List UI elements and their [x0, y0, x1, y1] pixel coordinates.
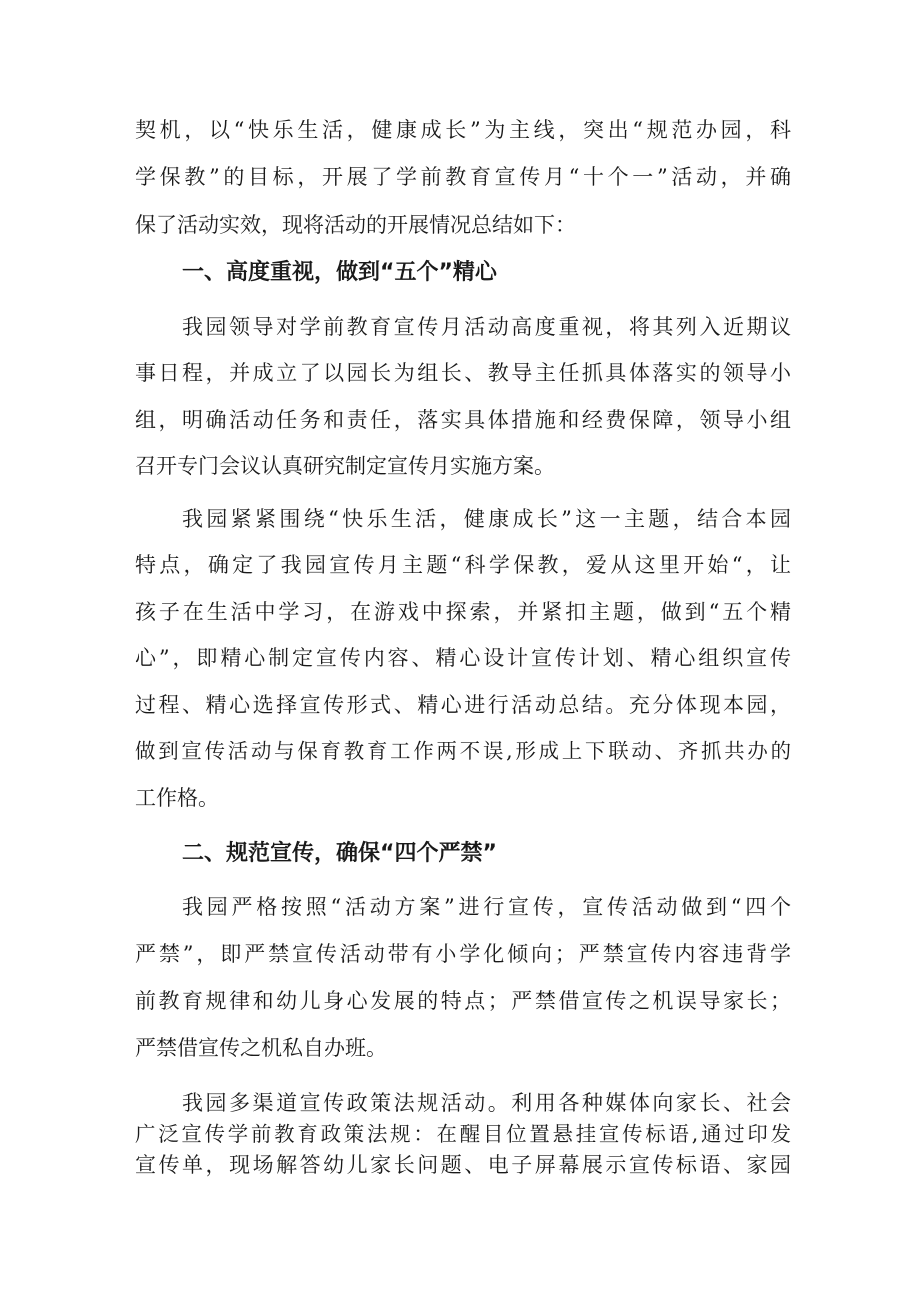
s1-p1-line-1: 我园领导对学前教育宣传月活动高度重视，将其列入近期议: [182, 315, 791, 339]
s1-p2-line-4: 心”，即精心制定宣传内容、精心设计宣传计划、精心组织宣传: [135, 646, 791, 670]
intro-line-1: 契机，以“快乐生活，健康成长”为主线，突出“规范办园，科: [135, 118, 791, 142]
s1-p2-line-7: 工作格。: [135, 786, 219, 810]
s2-p1-line-1: 我园严格按照“活动方案”进行宣传，宣传活动做到“四个: [182, 895, 791, 919]
s2-p2-line-2: 广泛宣传学前教育政策法规：在醒目位置悬挂宣传标语,通过印发: [135, 1122, 791, 1146]
s2-p1-line-4: 严禁借宣传之机私自办班。: [135, 1036, 387, 1060]
intro-line-3: 保了活动实效，现将活动的开展情况总结如下：: [135, 213, 576, 237]
s1-p2-line-3: 孩子在生活中学习，在游戏中探索，并紧扣主题，做到“五个精: [135, 600, 791, 624]
s1-p2-line-5: 过程、精心选择宣传形式、精心进行活动总结。充分体现本园，: [135, 693, 791, 717]
s1-p1-line-3: 组，明确活动任务和责任，落实具体措施和经费保障，领导小组: [135, 408, 791, 432]
section-1-heading: 一、高度重视，做到“五个”精心: [182, 260, 497, 285]
intro-line-2: 学保教”的目标，开展了学前教育宣传月“十个一”活动，并确: [135, 165, 791, 189]
s2-p1-line-3: 前教育规律和幼儿身心发展的特点；严禁借宣传之机误导家长；: [135, 989, 791, 1013]
s2-p1-line-2: 严禁”，即严禁宣传活动带有小学化倾向；严禁宣传内容违背学: [135, 942, 791, 966]
s1-p1-line-2: 事日程，并成立了以园长为组长、教导主任抓具体落实的领导小: [135, 361, 791, 385]
s2-p2-line-3: 宣传单，现场解答幼儿家长问题、电子屏幕展示宣传标语、家园: [135, 1153, 791, 1177]
s1-p1-line-4: 召开专门会议认真研究制定宣传月实施方案。: [135, 454, 555, 478]
section-2-heading: 二、规范宣传，确保“四个严禁”: [182, 841, 497, 866]
s1-p2-line-1: 我园紧紧围绕“快乐生活，健康成长”这一主题，结合本园: [182, 507, 791, 531]
s1-p2-line-2: 特点，确定了我园宣传月主题“科学保教，爱从这里开始“，让: [135, 553, 791, 577]
s2-p2-line-1: 我园多渠道宣传政策法规活动。利用各种媒体向家长、社会: [182, 1091, 791, 1115]
s1-p2-line-6: 做到宣传活动与保育教育工作两不误,形成上下联动、齐抓共办的: [135, 739, 791, 763]
